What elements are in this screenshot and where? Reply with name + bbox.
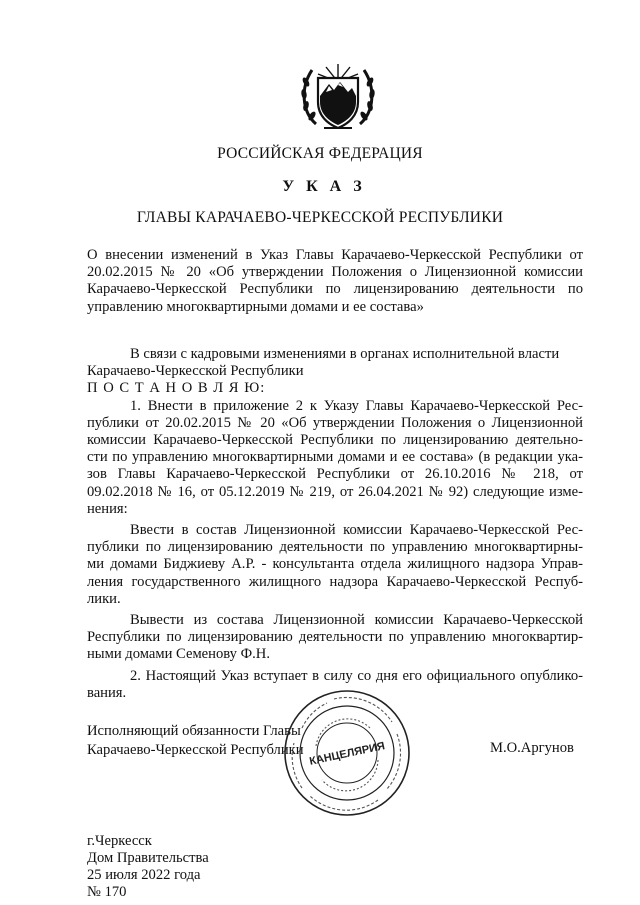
document-number: № 170 (87, 884, 127, 900)
preamble-line: В связи с кадровыми изменениями в органах исполнительной власти (130, 346, 560, 362)
text-line: управлению многоквартирными домами и ее состава» (87, 298, 424, 315)
text-line: 20.02.2015 № 20 «Об утверждении Положения о Лицензионной комиссии (87, 264, 583, 281)
date: 25 июля 2022 года (87, 867, 201, 883)
text-line: нения: (87, 500, 128, 517)
position-line: Исполняющий обязанности Главы (87, 723, 301, 739)
document-type: У К А З (282, 178, 366, 195)
official-seal-stamp (282, 688, 412, 818)
city: г.Черкесск (87, 833, 152, 849)
signatory-name: М.О.Аргунов (490, 740, 574, 756)
add-member-paragraph (87, 522, 583, 608)
signatory-position (87, 722, 304, 760)
text-line: вания. (87, 684, 127, 701)
text-line: зов Главы Карачаево-Черкесской Республики от 26.10.2016 № 218, от (87, 466, 583, 483)
text-line: Карачаево-Черкесской Республики по лицензированию деятельности по (87, 281, 583, 298)
text-line: лики. (87, 590, 121, 607)
text-line: ными домами Семенову Ф.Н. (87, 646, 270, 663)
country-name: РОССИЙСКАЯ ФЕДЕРАЦИЯ (217, 145, 423, 162)
text-line: публики по лицензированию деятельности по управлению многоквартирны- (87, 539, 583, 556)
text-line: Республики по лицензированию деятельности по управлению многоквартир- (87, 629, 583, 646)
text-line: 09.02.2018 № 16, от 05.12.2019 № 219, от 26.04.2021 № 92) следующие изме- (87, 483, 583, 500)
text-line: 2. Настоящий Указ вступает в силу со дня его официального опублико- (130, 667, 583, 684)
place: Дом Правительства (87, 850, 209, 866)
coat-of-arms-emblem (296, 52, 380, 136)
preamble-line: Карачаево-Черкесской Республики (87, 363, 304, 380)
seal-center-text: КАНЦЕЛЯРИЯ (308, 740, 386, 768)
decree-body (87, 346, 583, 702)
text-line: 1. Внести в приложение 2 к Указу Главы Карачаево-Черкесской Рес- (130, 397, 583, 414)
text-line: сти по управлению многоквартирными домами и ее состава» (в редакции ука- (87, 449, 583, 466)
text-line: комиссии Карачаево-Черкесской Республики по лицензированию деятельно- (87, 432, 583, 449)
item-1 (87, 398, 583, 518)
text-line: публики от 20.02.2015 № 20 «Об утверждении Положения о Лицензионной (87, 414, 583, 431)
position-line: Карачаево-Черкесской Республики (87, 742, 304, 758)
text-line: ми домами Биджиеву А.Р. - консультанта отдела жилищного надзора Управ- (87, 556, 583, 573)
issuer-title: ГЛАВЫ КАРАЧАЕВО-ЧЕРКЕССКОЙ РЕСПУБЛИКИ (136, 209, 504, 226)
text-line: ления государственного жилищного надзора Карачаево-Черкесской Респуб- (87, 573, 583, 590)
decree-word: П О С Т А Н О В Л Я Ю: (87, 380, 266, 397)
text-line: О внесении изменений в Указ Главы Карачаево-Черкесской Республики от (87, 247, 583, 263)
decree-subject (87, 247, 583, 316)
document-footer (87, 833, 209, 901)
text-line: Вывести из состава Лицензионной комиссии Карачаево-Черкесской (130, 612, 583, 629)
remove-member-paragraph (87, 612, 583, 664)
text-line: Ввести в состав Лицензионной комиссии Карачаево-Черкесской Рес- (130, 522, 583, 539)
